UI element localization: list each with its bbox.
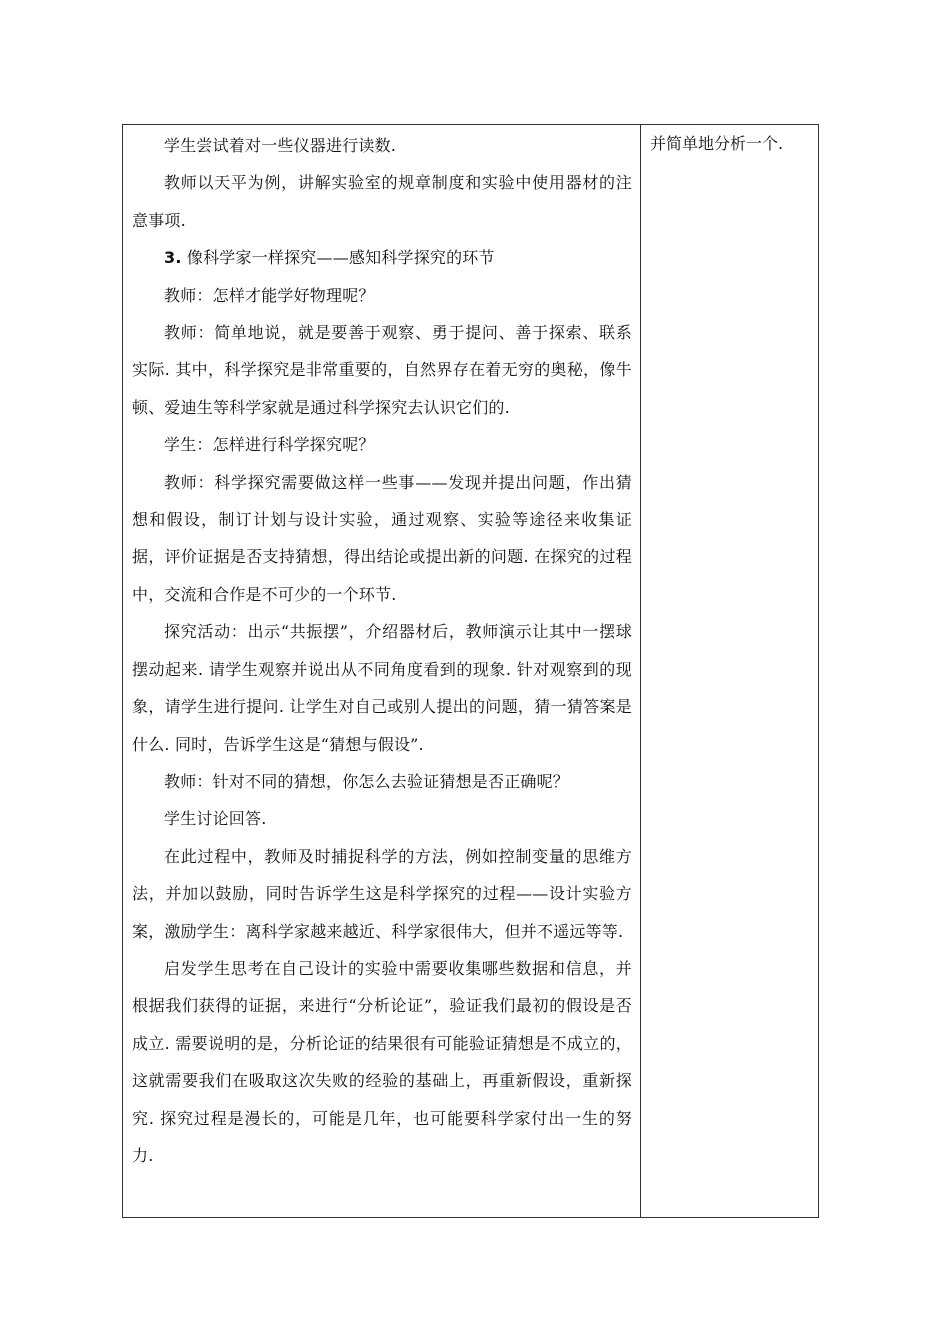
paragraph-teacher-verify: 教师：针对不同的猜想，你怎么去验证猜想是否正确呢？ — [164, 771, 570, 791]
teaching-process-column — [123, 125, 641, 1217]
paragraph-student-reading: 学生尝试着对一些仪器进行读数. — [164, 136, 397, 155]
paragraph-teacher-inquiry-steps: 教师：科学探究需要做这样一些事——发现并提出问题，作出猜想和假设，制订计划与设计实验，通过观察、实验等途径来收集证据，评价证据是否支持猜想，得出结论或提出新的问题. 在探究的过程中，交流和合作是不可少的一个环节. — [132, 472, 632, 604]
paragraph-analysis: 启发学生思考在自己设计的实验中需要收集哪些数据和信息，并根据我们获得的证据，来进行“分析论证”，验证我们最初的假设是否成立. 需要说明的是，分析论证的结果很有可能验证猜想是不成立的，这就需要我们在吸取这次失败的经验的基础上，再重新假设，重新探究. 探究过程是漫长的，可能是几年，也可能要科学家付出一生的努力. — [132, 958, 632, 1165]
side-note: 并简单地分析一个. — [650, 134, 784, 153]
paragraph-process-method: 在此过程中，教师及时捕捉科学的方法，例如控制变量的思维方法，并加以鼓励，同时告诉学生这是科学探究的过程——设计实验方案，激励学生：离科学家越来越近、科学家很伟大，但并不遥远等等. — [132, 846, 632, 941]
paragraph-student-question: 学生：怎样进行科学探究呢？ — [164, 435, 375, 455]
paragraph-inquiry-activity: 探究活动：出示“共振摆”，介绍器材后，教师演示让其中一摆球摆动起来. 请学生观察并说出从不同角度看到的现象. 针对观察到的现象，请学生进行提问. 让学生对自己或别人提出的问题，猜一猜答案是什么. 同时，告诉学生这是“猜想与假设”. — [132, 622, 632, 754]
paragraph-student-discussion: 学生讨论回答. — [164, 809, 267, 829]
section-heading-3 — [132, 239, 632, 276]
lesson-table — [122, 124, 819, 1218]
paragraph-teacher-answer: 教师：简单地说，就是要善于观察、勇于提问、善于探索、联系实际. 其中，科学探究是非常重要的，自然界存在着无穷的奥秘，像牛顿、爱迪生等科学家就是通过科学探究去认识它们的. — [132, 323, 632, 417]
paragraph-teacher-question: 教师：怎样才能学好物理呢？ — [164, 285, 375, 305]
paragraph-teacher-balance: 教师以天平为例，讲解实验室的规章制度和实验中使用器材的注意事项. — [132, 173, 632, 230]
section-number: 3. — [164, 248, 182, 268]
design-intent-column — [641, 125, 818, 1217]
section-title: 像科学家一样探究——感知科学探究的环节 — [181, 248, 495, 268]
